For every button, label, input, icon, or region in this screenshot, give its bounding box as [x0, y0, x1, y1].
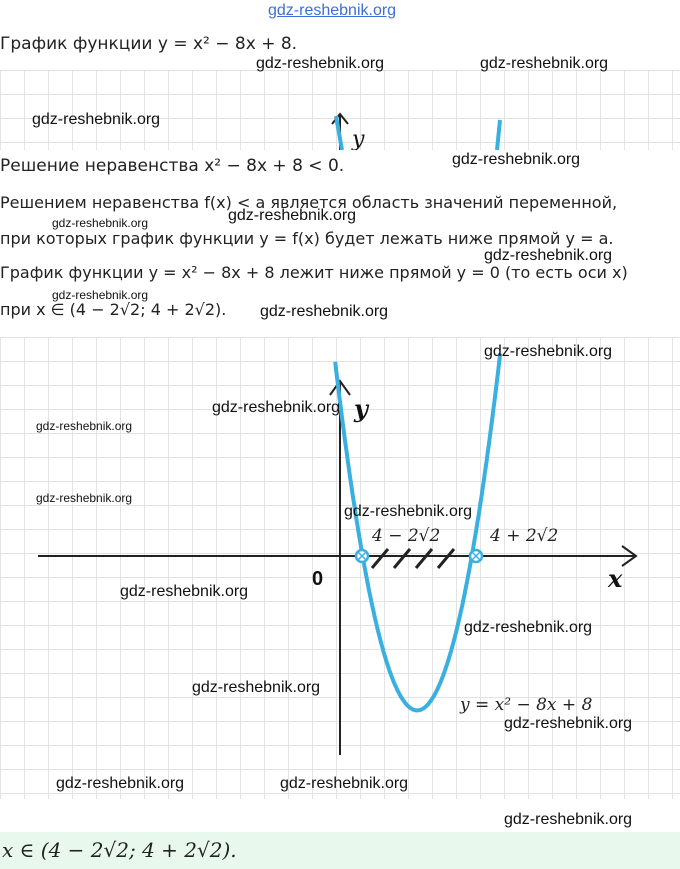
- watermark[interactable]: gdz-reshebnik.org: [484, 247, 613, 264]
- watermark[interactable]: gdz-reshebnik.org: [256, 55, 385, 72]
- watermark[interactable]: gdz-reshebnik.org: [464, 619, 593, 636]
- text-line-4: при которых график функции y = f(x) будет лежать ниже прямой y = a.: [0, 229, 617, 248]
- x-axis-label: x: [608, 564, 623, 593]
- curve-label: y = x² − 8x + 8: [460, 695, 593, 715]
- watermark[interactable]: gdz-reshebnik.org: [480, 55, 609, 72]
- watermark[interactable]: gdz-reshebnik.org: [52, 288, 149, 302]
- watermark[interactable]: gdz-reshebnik.org: [32, 111, 161, 128]
- text-line-6: при x ∈ (4 − 2√2; 4 + 2√2).: [0, 300, 230, 319]
- y-axis-label: y: [354, 394, 368, 423]
- watermark[interactable]: gdz-reshebnik.org: [52, 216, 149, 230]
- watermark[interactable]: gdz-reshebnik.org: [120, 583, 249, 600]
- text-line-5: График функции y = x² − 8x + 8 лежит ниже прямой y = 0 (то есть оси x): [0, 263, 632, 282]
- watermark[interactable]: gdz-reshebnik.org: [192, 679, 321, 696]
- origin-label: 0: [312, 568, 324, 590]
- hatch-marks: [372, 549, 454, 568]
- root-right: [470, 550, 482, 562]
- watermark[interactable]: gdz-reshebnik.org: [36, 491, 133, 505]
- text-line-1: График функции y = x² − 8x + 8.: [0, 34, 301, 54]
- watermark[interactable]: gdz-reshebnik.org: [504, 715, 633, 732]
- watermark[interactable]: gdz-reshebnik.org: [260, 303, 389, 320]
- watermark[interactable]: gdz-reshebnik.org: [504, 811, 633, 828]
- watermark[interactable]: gdz-reshebnik.org: [212, 399, 341, 416]
- watermark[interactable]: gdz-reshebnik.org: [280, 775, 409, 792]
- watermark[interactable]: gdz-reshebnik.org: [56, 775, 185, 792]
- partial-graph: [0, 70, 680, 150]
- text-line-3: Решением неравенства f(x) < a является область значений переменной,: [0, 193, 621, 212]
- svg-text:y: y: [352, 127, 365, 150]
- watermark[interactable]: gdz-reshebnik.org: [36, 419, 133, 433]
- watermark-top[interactable]: gdz-reshebnik.org: [268, 2, 397, 19]
- watermark[interactable]: gdz-reshebnik.org: [344, 503, 473, 520]
- watermark[interactable]: gdz-reshebnik.org: [228, 207, 357, 224]
- text-line-2: Решение неравенства x² − 8x + 8 < 0.: [0, 156, 348, 176]
- answer-text: x ∈ (4 − 2√2; 4 + 2√2).: [2, 838, 237, 862]
- root-label-left: 4 − 2√2: [372, 526, 441, 546]
- root-label-right: 4 + 2√2: [490, 526, 559, 546]
- root-left: [356, 550, 368, 562]
- watermark[interactable]: gdz-reshebnik.org: [484, 343, 613, 360]
- watermark[interactable]: gdz-reshebnik.org: [452, 151, 581, 168]
- answer-box: [0, 832, 680, 869]
